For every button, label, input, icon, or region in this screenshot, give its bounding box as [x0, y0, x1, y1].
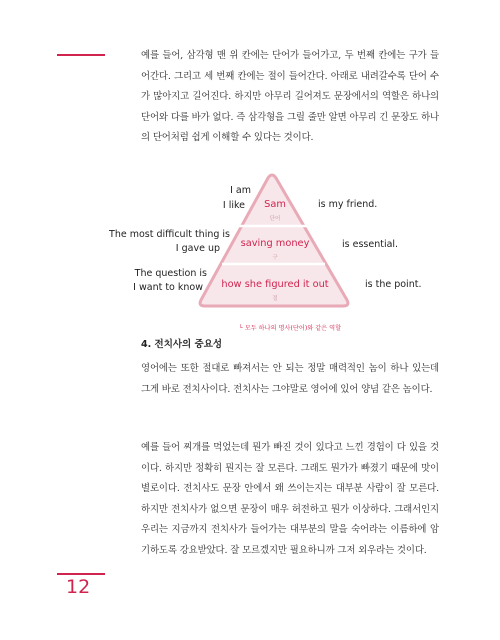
tier3-left-line1: The question is — [134, 268, 207, 279]
pyramid-caption: └ 모두 하나의 명사(단어)와 같은 역할 — [239, 325, 342, 332]
tier1-tag: 단어 — [269, 216, 281, 222]
tier1-left-line2: I like — [222, 200, 245, 211]
tier2-left-line1: The most difficult thing is — [109, 229, 230, 240]
page-number: 12 — [66, 576, 91, 598]
tier3-left-line2: I want to know — [133, 282, 203, 293]
tier1-center-word: Sam — [264, 199, 286, 210]
tier3-right: is the point. — [365, 279, 422, 290]
section-heading: 4. 전치사의 중요성 — [141, 339, 223, 350]
body-paragraph-3: 예를 들어 찌개를 먹었는데 뭔가 빠진 것이 있다고 느낀 경험이 다 있을 것이다. 하지만 정확히 뭔지는 잘 모른다. 그래도 뭔가가 빠졌기 때문에 맛이 별로이다. 전치사도 문장 안에서 왜 쓰이는지는 대부분 사람이 잘 모른다. 하지만 전치사가 없으면 문장이 매우 허전하고 뭔가 이상하다. 그래서인지 우리는 지금까지 전치사가 들어가는 대부분의 말을 숙어라는 이름하에 암기하도록 강요받았다. 잘 모르겠지만 필요하니까 그저 외우라는 것이다. — [141, 442, 439, 556]
tier1-left-line1: I am — [230, 185, 251, 196]
tier3-center-clause: how she figured it out — [221, 279, 329, 290]
body-paragraph-1: 예를 들어, 삼각형 맨 위 칸에는 단어가 들어가고, 두 번째 칸에는 구가 들어간다. 그리고 세 번째 칸에는 절이 들어간다. 아래로 내려갈수록 단어 수가 많아지고 길어진다. 하지만 아무리 길어져도 문장에서의 역할은 하나의 단어와 다를 바가 없다. 즉 삼각형을 그릴 줄만 알면 아무리 긴 문장도 하나의 단어처럼 쉽게 이해할 수 있다는 것이다. — [141, 50, 439, 143]
bottom-accent-rule — [57, 573, 105, 575]
tier3-tag: 절 — [272, 296, 278, 302]
tier1-right: is my friend. — [318, 199, 378, 210]
tier2-tag: 구 — [272, 255, 278, 261]
tier2-right: is essential. — [342, 239, 399, 250]
tier2-center-phrase: saving money — [240, 238, 310, 249]
tier2-left-line2: I gave up — [175, 243, 220, 254]
body-paragraph-2: 영어에는 또한 절대로 빠져서는 안 되는 정말 매력적인 놈이 하나 있는데 그게 바로 전치사이다. 전치사는 그야말로 영어에 있어 양념 같은 놈이다. — [141, 363, 439, 395]
